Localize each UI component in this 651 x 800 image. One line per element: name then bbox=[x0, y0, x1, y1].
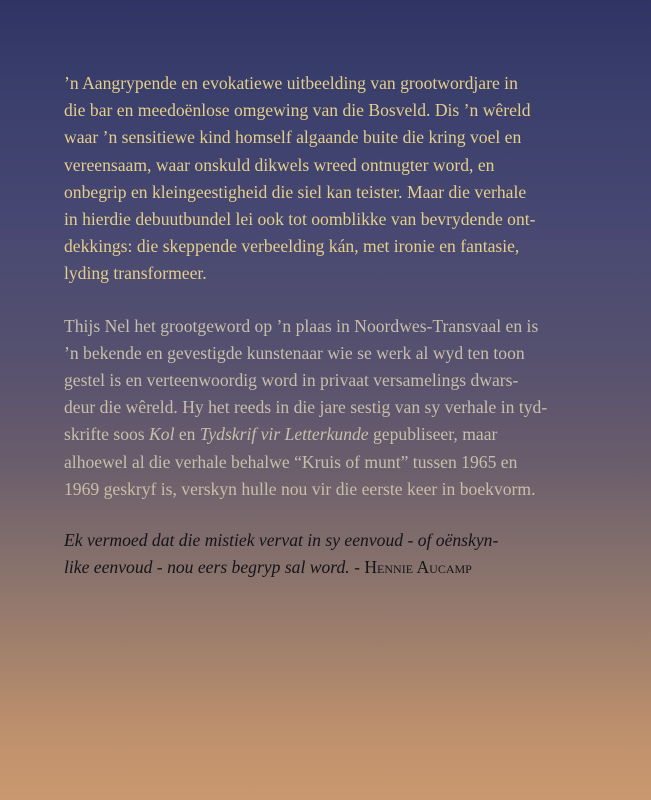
bio-text: en bbox=[174, 424, 200, 445]
journal-title-kol: Kol bbox=[149, 424, 175, 445]
bio-text: gepubliseer, maar bbox=[368, 424, 498, 445]
bio-line: ’n bekende en gevestigde kunstenaar wie se werk al wyd ten toon bbox=[64, 342, 525, 363]
blurb-line: ’n Aangrypende en evokatiewe uitbeelding van grootwordjare in bbox=[64, 73, 518, 93]
bio-line: gestel is en verteenwoordig word in privaat versamelings dwars- bbox=[64, 370, 519, 391]
review-quote bbox=[64, 527, 594, 581]
blurb-line: lyding transformeer. bbox=[64, 263, 207, 284]
blurb-paragraph bbox=[64, 70, 594, 288]
quote-line-attribution bbox=[64, 554, 594, 581]
blurb-line: die bar en meedoënlose omgewing van die Bosveld. Dis ’n wêreld bbox=[64, 100, 531, 121]
bio-line bbox=[64, 421, 594, 448]
journal-title-tydskrif: Tydskrif vir Letterkunde bbox=[199, 424, 369, 445]
blurb-line: dekkings: die skeppende verbeelding kán, met ironie en fantasie, bbox=[64, 236, 520, 257]
bio-text: skrifte soos bbox=[64, 424, 150, 445]
quote-dash: - bbox=[349, 557, 365, 578]
quote-line: Ek vermoed dat die mistiek vervat in sy eenvoud - of oënskyn- bbox=[64, 530, 499, 551]
blurb-line: onbegrip en kleingeestigheid die siel kan teister. Maar die verhale bbox=[64, 181, 527, 202]
quote-text: like eenvoud - nou eers begryp sal word. bbox=[64, 557, 350, 578]
bio-line: Thijs Nel het grootgeword op ’n plaas in Noordwes-Transvaal en is bbox=[64, 315, 539, 336]
quote-author: Hennie Aucamp bbox=[364, 557, 472, 578]
author-bio-paragraph bbox=[64, 313, 594, 503]
blurb-line: vereensaam, waar onskuld dikwels wreed ontnugter word, en bbox=[64, 154, 495, 175]
back-cover-text bbox=[64, 70, 594, 599]
blurb-line: waar ’n sensitiewe kind homself algaande buite die kring voel en bbox=[64, 127, 522, 148]
blurb-line: in hierdie debuutbundel lei ook tot oomblikke van bevrydende ont- bbox=[64, 209, 536, 230]
bio-line: deur die wêreld. Hy het reeds in die jare sestig van sy verhale in tyd- bbox=[64, 397, 548, 418]
bio-line: 1969 geskryf is, verskyn hulle nou vir die eerste keer in boekvorm. bbox=[64, 478, 536, 499]
bio-line: alhoewel al die verhale behalwe “Kruis of munt” tussen 1965 en bbox=[64, 451, 518, 472]
